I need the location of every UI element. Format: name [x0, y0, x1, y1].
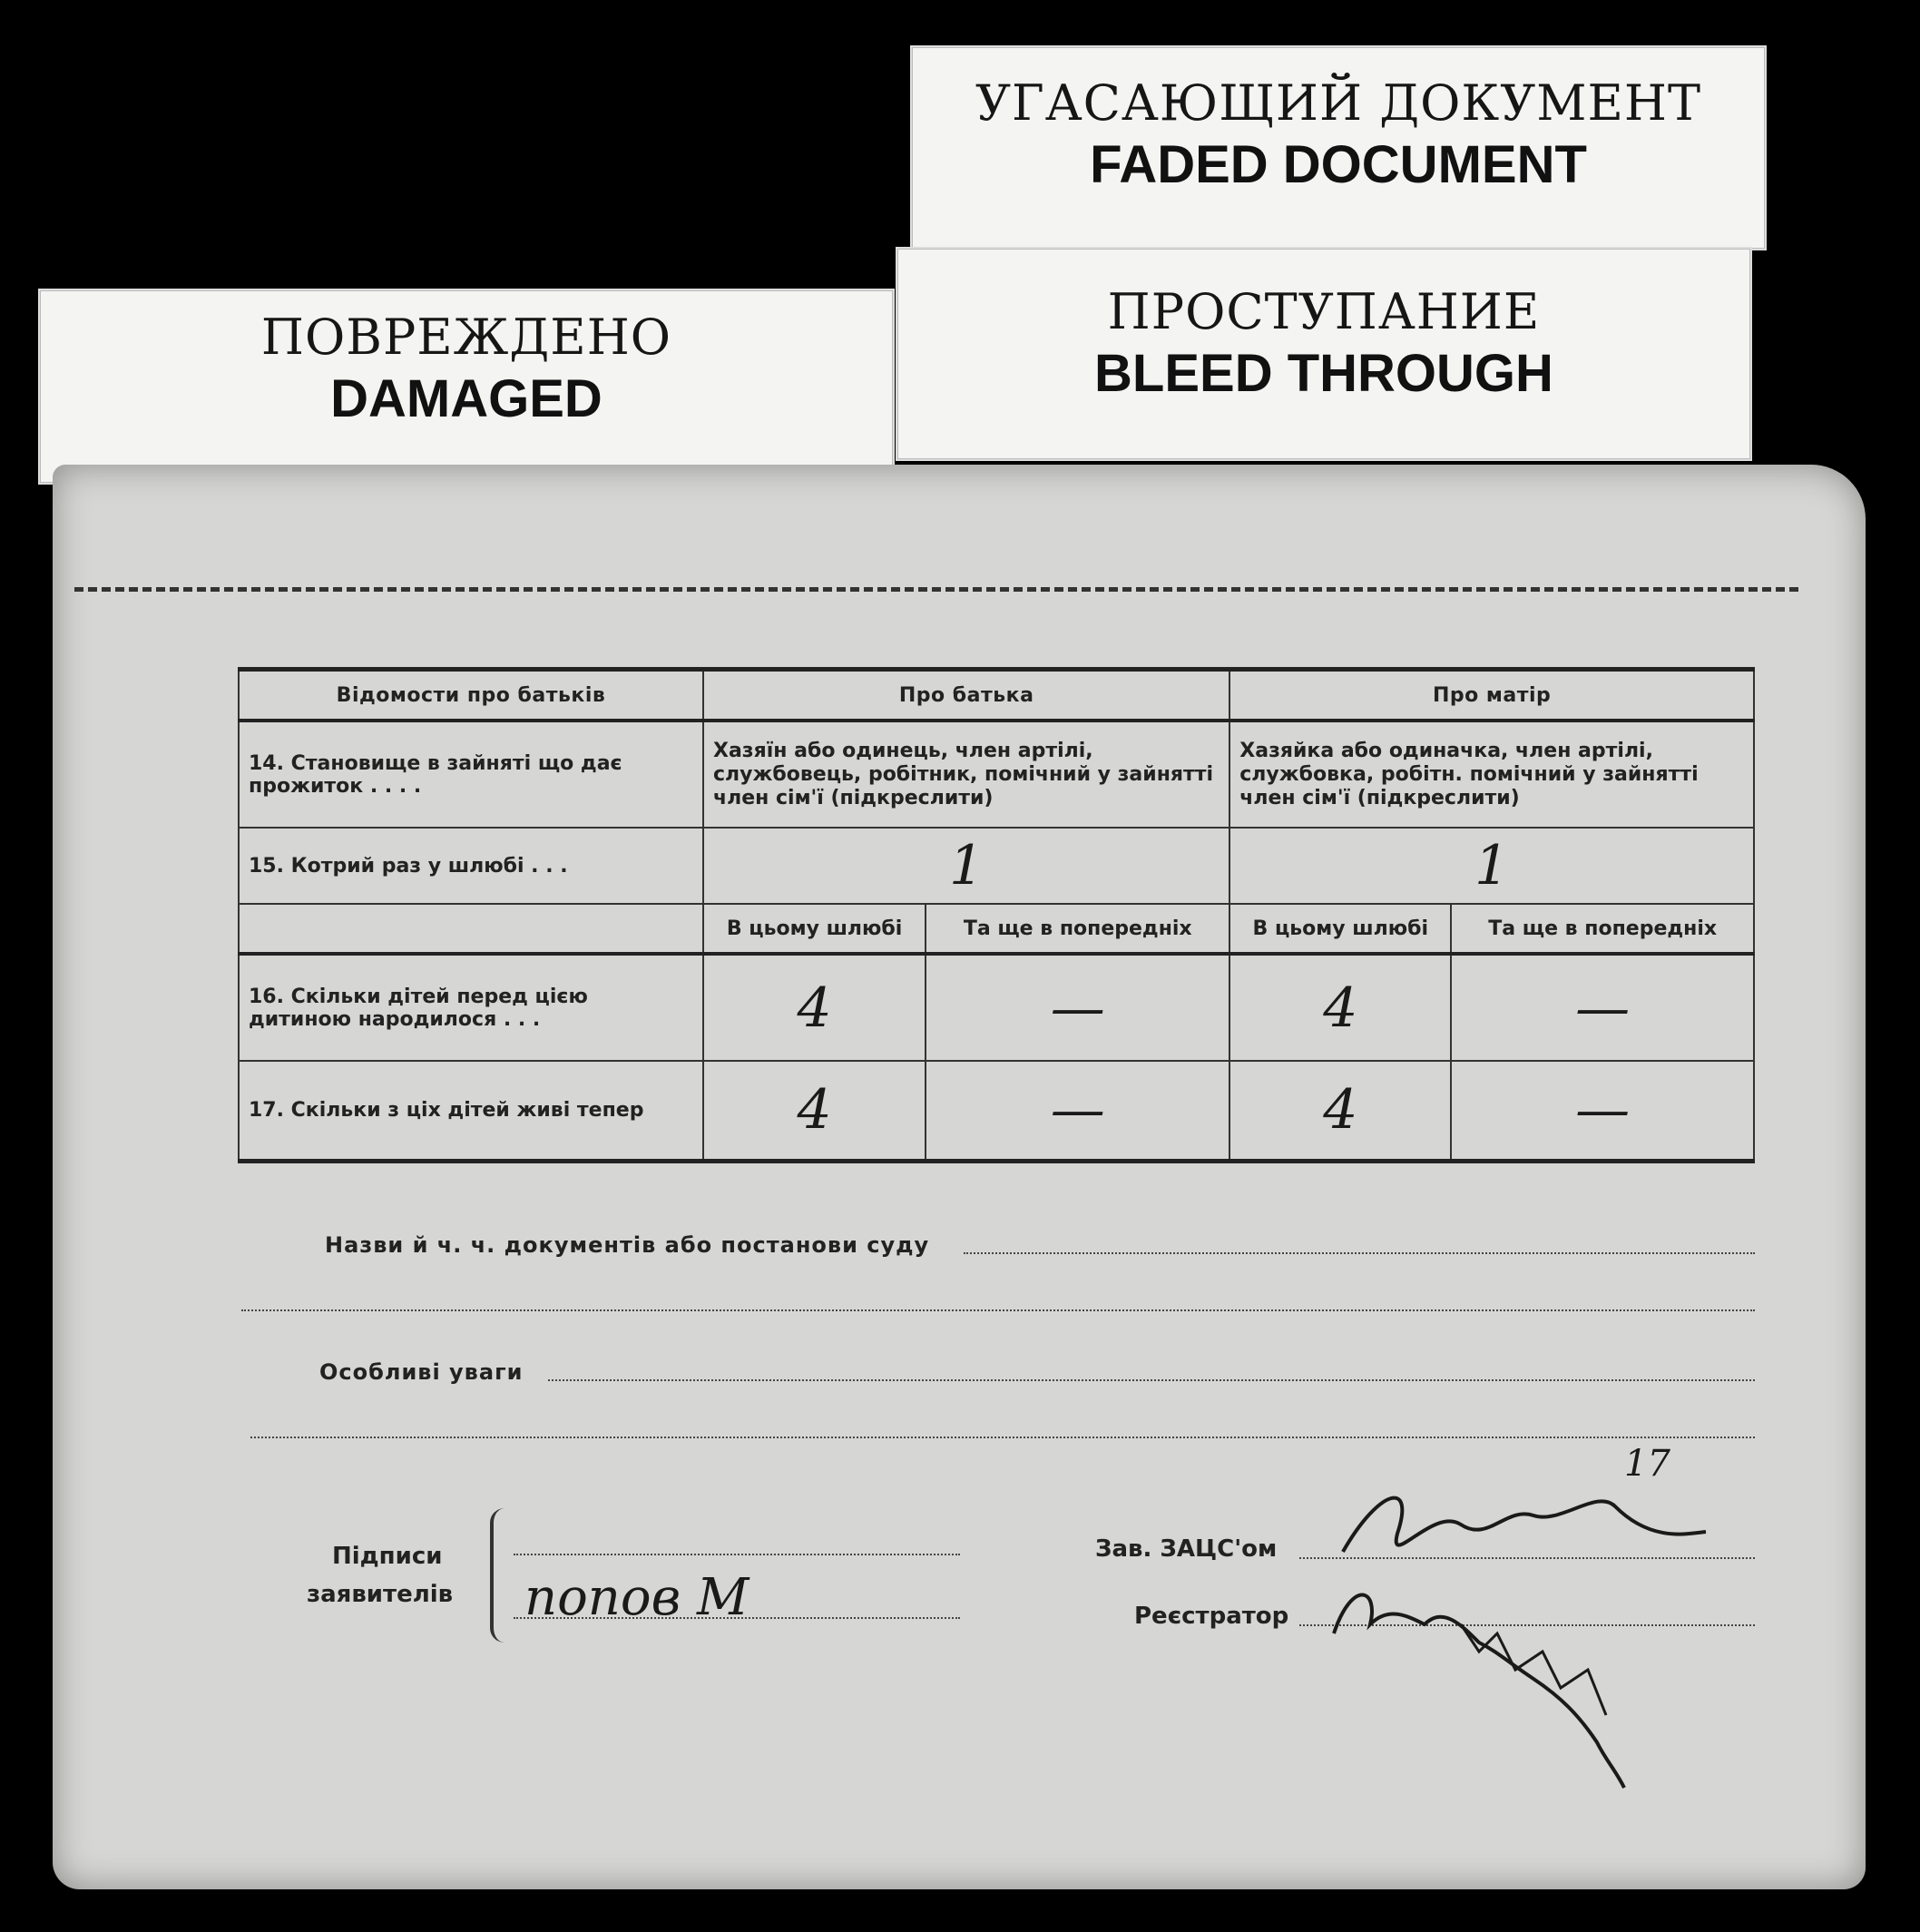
damaged-label-en: DAMAGED — [330, 369, 602, 428]
mother-marriage-count: 1 — [1229, 828, 1754, 904]
header-parents-info: Відомости про батьків — [239, 670, 703, 721]
mother-previous-header: Та ще в попередніх — [1451, 904, 1754, 954]
damaged-label — [38, 289, 895, 485]
father-children-prev: — — [926, 954, 1229, 1061]
question-14: 14. Становище в зайняті що дає прожиток . . . . — [239, 721, 703, 828]
perforation-line — [74, 587, 1798, 592]
parents-info-table — [238, 667, 1755, 1163]
official-signatures-scribble — [1325, 1470, 1715, 1797]
documents-line-2 — [241, 1309, 1755, 1311]
table-row — [239, 954, 1754, 1061]
margin-mark: 17 — [1624, 1443, 1670, 1485]
applicants-label-2: заявителів — [307, 1581, 454, 1608]
question-16: 16. Скільки дітей перед цією дитиною народилося . . . — [239, 954, 703, 1061]
father-children-alive-prev: — — [926, 1061, 1229, 1161]
head-zags-label: Зав. ЗАЦС'ом — [1095, 1535, 1278, 1563]
mother-children-this: 4 — [1229, 954, 1451, 1061]
remarks-line-2 — [250, 1437, 1755, 1438]
question-17: 17. Скільки з ціх дітей живі тепер — [239, 1061, 703, 1161]
table-row — [239, 828, 1754, 904]
father-previous-header: Та ще в попередніх — [926, 904, 1229, 954]
header-mother: Про матір — [1229, 670, 1754, 721]
applicant-sign-line-1 — [514, 1554, 960, 1555]
applicants-label-1: Підписи — [332, 1543, 443, 1570]
mother-children-alive-prev: — — [1451, 1061, 1754, 1161]
table-row — [239, 1061, 1754, 1161]
question-15: 15. Котрий раз у шлюбі . . . — [239, 828, 703, 904]
mother-occupation: Хазяйка або одиначка, член артілі, службовка, робітн. помічний у зайнятті член сім'ї (підкреслити) — [1229, 721, 1754, 828]
father-marriage-count: 1 — [703, 828, 1229, 904]
father-children-this: 4 — [703, 954, 926, 1061]
table-row — [239, 721, 1754, 828]
faded-document-label — [910, 45, 1767, 250]
applicants-bracket — [490, 1508, 510, 1643]
remarks-line — [548, 1379, 1755, 1381]
faded-label-en: FADED DOCUMENT — [1090, 135, 1587, 194]
father-occupation: Хазяїн або одинець, член артілі, службовець, робітник, помічний у зайнятті член сім'ї (підкреслити) — [703, 721, 1229, 828]
table-header-row — [239, 670, 1754, 721]
documents-line — [964, 1252, 1755, 1254]
mother-this-marriage-header: В цьому шлюбі — [1229, 904, 1451, 954]
children-subheader-row — [239, 904, 1754, 954]
damaged-label-ru: ПОВРЕЖДЕНО — [260, 309, 672, 366]
mother-children-alive: 4 — [1229, 1061, 1451, 1161]
remarks-label: Особливі уваги — [319, 1359, 524, 1385]
documents-label: Назви й ч. ч. документів або постанови суду — [325, 1232, 930, 1258]
father-children-alive: 4 — [703, 1061, 926, 1161]
mother-children-prev: — — [1451, 954, 1754, 1061]
registrar-label: Реєстратор — [1134, 1603, 1289, 1630]
bleed-label-en: BLEED THROUGH — [1094, 344, 1553, 403]
bleed-through-label — [896, 247, 1752, 461]
faded-label-ru: УГАСАЮЩИЙ ДОКУМЕНТ — [975, 74, 1702, 132]
applicant-signature: попов М — [524, 1568, 749, 1627]
bleed-label-ru: ПРОСТУПАНИЕ — [1107, 283, 1541, 340]
father-this-marriage-header: В цьому шлюбі — [703, 904, 926, 954]
header-father: Про батька — [703, 670, 1229, 721]
